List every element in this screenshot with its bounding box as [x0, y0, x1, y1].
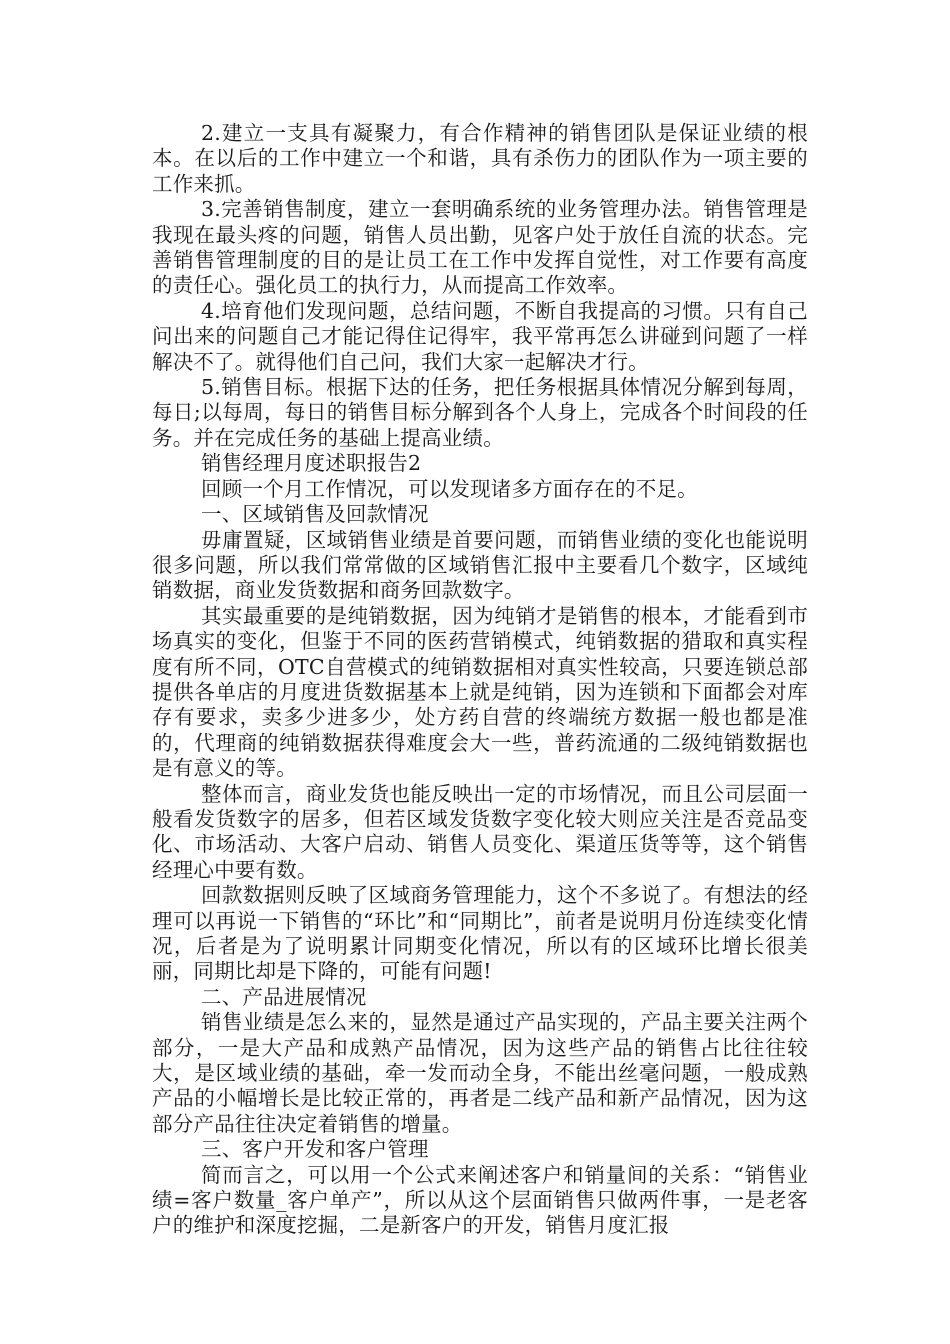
paragraph-item-3: 3.完善销售制度，建立一套明确系统的业务管理办法。销售管理是我现在最头疼的问题，销售人员出勤，见客户处于放任自流的状态。完善销售管理制度的目的是让员工在工作中发挥自觉性，对工作要有高度的责任心。强化员工的执行力，从而提高工作效率。: [152, 197, 808, 298]
intro-paragraph: 回顾一个月工作情况，可以发现诸多方面存在的不足。: [201, 476, 698, 501]
paragraph-customers: 简而言之，可以用一个公式来阐述客户和销量间的关系：“销售业绩=客户数量_客户单产”，所以从这个层面销售只做两件事，一是老客户的维护和深度挖掘，二是新客户的开发，销售月度汇报: [152, 1162, 808, 1238]
paragraph-shipments: 整体而言，商业发货也能反映出一定的市场情况，而且公司层面一般看发货数字的居多，但若区域发货数字变化较大则应关注是否竞品变化、市场活动、大客户启动、销售人员变化、渠道压货等等，这个销售经理心中要有数。: [152, 781, 808, 882]
paragraph-item-2: 2.建立一支具有凝聚力，有合作精神的销售团队是保证业绩的根本。在以后的工作中建立一个和谐，具有杀伤力的团队作为一项主要的工作来抓。: [152, 121, 808, 196]
paragraph-products: 销售业绩是怎么来的，显然是通过产品实现的，产品主要关注两个部分，一是大产品和成熟产品情况，因为这些产品的销售占比往往较大，是区域业绩的基础，牵一发而动全身，不能出丝毫问题，一般成熟产品的小幅增长是比较正常的，再者是二线产品和新产品情况，因为这部分产品往往决定着销售的增量。: [152, 1010, 808, 1136]
section-heading-customers: 三、客户开发和客户管理: [201, 1137, 429, 1162]
paragraph-collections: 回款数据则反映了区域商务管理能力，这个不多说了。有想法的经理可以再说一下销售的“环比”和“同期比”，前者是说明月份连续变化情况，后者是为了说明累计同期变化情况，所以有的区域环比增长很美丽，同期比却是下降的，可能有问题!: [152, 883, 808, 984]
section-heading-sales: 一、区域销售及回款情况: [201, 502, 429, 527]
document-body: [152, 121, 808, 1239]
report-title: 销售经理月度述职报告2: [201, 451, 422, 476]
paragraph-pure-sales: 其实最重要的是纯销数据，因为纯销才是销售的根本，才能看到市场真实的变化，但鉴于不同的医药营销模式，纯销数据的猎取和真实程度有所不同，OTC自营模式的纯销数据相对真实性较高，只要连锁总部提供各单店的月度进货数据基本上就是纯销，因为连锁和下面都会对库存有要求，卖多少进多少，处方药自营的终端统方数据一般也都是准的，代理商的纯销数据获得难度会大一些，普药流通的二级纯销数据也是有意义的等。: [152, 603, 808, 781]
paragraph-item-4: 4.培育他们发现问题，总结问题，不断自我提高的习惯。只有自己问出来的问题自己才能记得住记得牢，我平常再怎么讲碰到问题了一样解决不了。就得他们自己问，我们大家一起解决才行。: [152, 298, 808, 374]
section-heading-products: 二、产品进展情况: [201, 984, 367, 1009]
paragraph-item-5: 5.销售目标。根据下达的任务，把任务根据具体情况分解到每周，每日;以每周，每日的销售目标分解到各个人身上，完成各个时间段的任务。并在完成任务的基础上提高业绩。: [152, 375, 808, 450]
paragraph-sales-overview: 毋庸置疑，区域销售业绩是首要问题，而销售业绩的变化也能说明很多问题，所以我们常常做的区域销售汇报中主要看几个数字，区域纯销数据，商业发货数据和商务回款数字。: [152, 527, 808, 603]
